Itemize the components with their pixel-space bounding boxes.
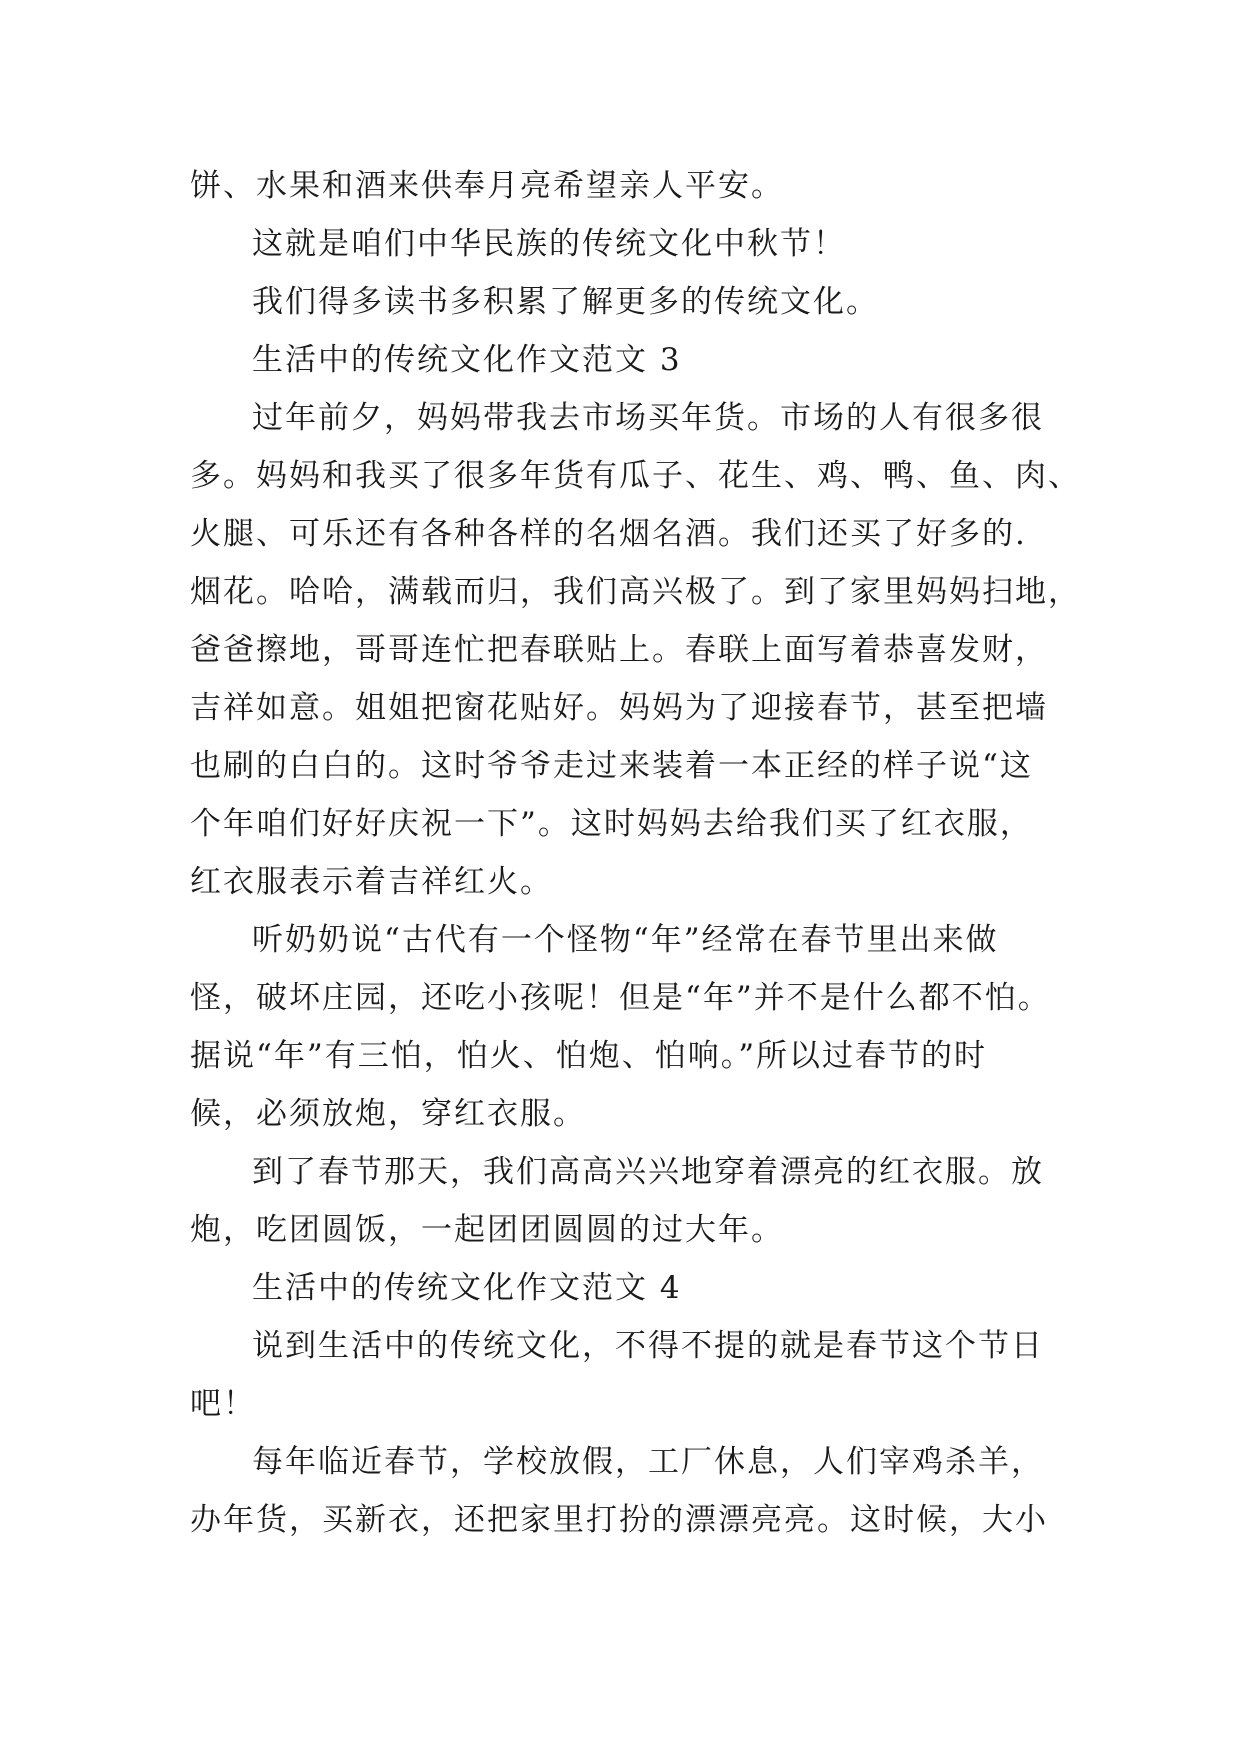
- text-line-1: 饼、水果和酒来供奉月亮希望亲人平安。: [190, 168, 784, 204]
- text-line-2: 这就是咱们中华民族的传统文化中秋节！: [252, 226, 846, 262]
- text-line-5: 过年前夕，妈妈带我去市场买年货。市场的人有很多很: [252, 400, 1044, 436]
- text-line-9: 爸爸擦地，哥哥连忙把春联贴上。春联上面写着恭喜发财，: [190, 632, 1048, 668]
- text-line-8: 烟花。哈哈，满载而归，我们高兴极了。到了家里妈妈扫地，: [190, 574, 1081, 610]
- section-heading-4: 生活中的传统文化作文范文 4: [252, 1270, 682, 1306]
- section-heading-3: 生活中的传统文化作文范文 3: [252, 342, 682, 378]
- text-line-19: 炮，吃团圆饭，一起团团圆圆的过大年。: [190, 1212, 784, 1248]
- text-line-21: 说到生活中的传统文化，不得不提的就是春节这个节日: [252, 1328, 1044, 1364]
- text-line-7: 火腿、可乐还有各种各样的名烟名酒。我们还买了好多的.: [190, 516, 1027, 552]
- document-body: [190, 157, 1081, 1549]
- text-line-14: 听奶奶说“古代有一个怪物“年”经常在春节里出来做: [252, 922, 999, 958]
- text-line-16: 据说“年”有三怕，怕火、怕炮、怕响。”所以过春节的时: [190, 1038, 988, 1074]
- text-line-17: 候，必须放炮，穿红衣服。: [190, 1096, 586, 1132]
- text-line-11: 也刷的白白的。这时爷爷走过来装着一本正经的样子说“这: [190, 748, 1033, 784]
- text-line-10: 吉祥如意。姐姐把窗花贴好。妈妈为了迎接春节，甚至把墙: [190, 690, 1048, 726]
- text-line-13: 红衣服表示着吉祥红火。: [190, 864, 553, 900]
- text-line-23: 每年临近春节，学校放假，工厂休息，人们宰鸡杀羊，: [252, 1444, 1044, 1480]
- text-line-3: 我们得多读书多积累了解更多的传统文化。: [252, 284, 879, 320]
- text-line-22: 吧！: [190, 1386, 256, 1422]
- text-line-6: 多。妈妈和我买了很多年货有瓜子、花生、鸡、鸭、鱼、肉、: [190, 458, 1081, 494]
- text-line-18: 到了春节那天，我们高高兴兴地穿着漂亮的红衣服。放: [252, 1154, 1044, 1190]
- text-line-12: 个年咱们好好庆祝一下”。这时妈妈去给我们买了红衣服，: [190, 806, 1033, 842]
- text-line-15: 怪，破坏庄园，还吃小孩呢！但是“年”并不是什么都不怕。: [190, 980, 1051, 1016]
- text-line-24: 办年货，买新衣，还把家里打扮的漂漂亮亮。这时候，大小: [190, 1502, 1048, 1538]
